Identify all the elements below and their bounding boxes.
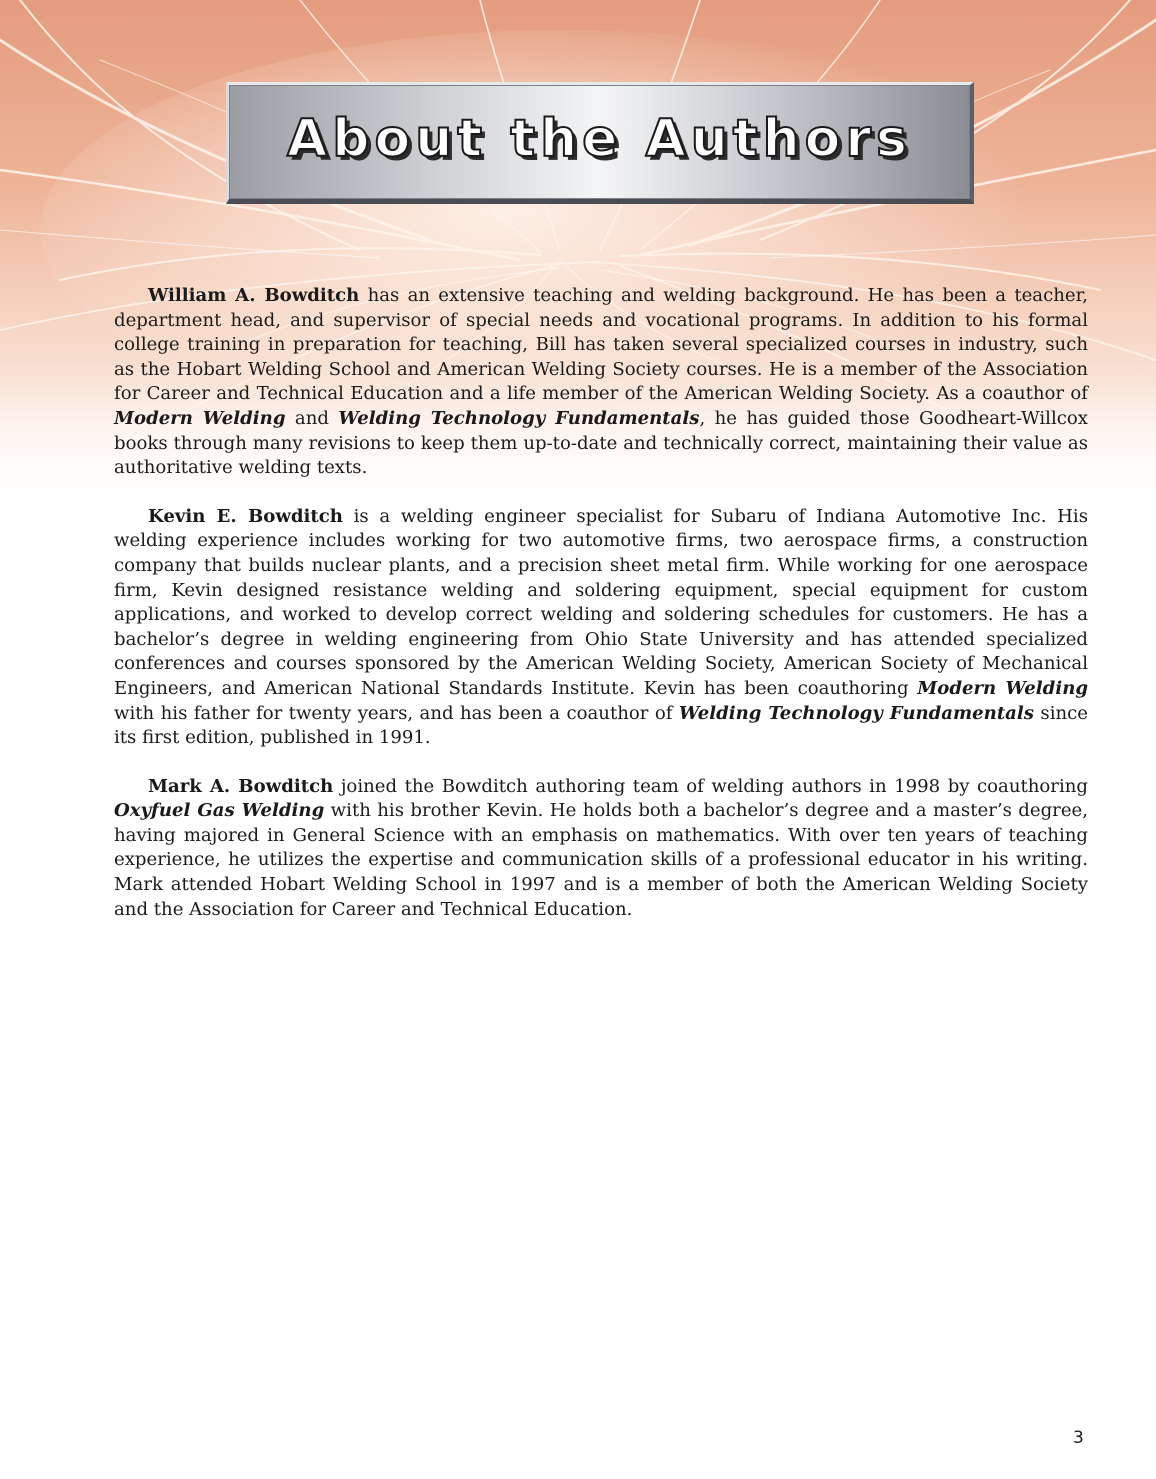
- bio-text: joined the Bowditch authoring team of welding authors in 1998 by coauthoring: [333, 775, 1088, 797]
- book-title: Welding Technology Fundamentals: [338, 407, 700, 429]
- book-title: Welding Technology Fundamentals: [678, 702, 1034, 724]
- book-title: Oxyfuel Gas Welding: [114, 800, 325, 822]
- bio-text: and: [285, 407, 339, 429]
- page-number: 3: [1073, 1428, 1084, 1448]
- bio-text: is a welding engineer specialist for Subaru of Indiana Automotive Inc. His welding experience includes working for two automotive firms, two aerospace firms, a construction company that builds nuclear plants, and a precision sheet metal firm. While working for one aerospace firm, Kevin designed resistance welding and soldering equipment, special equipment for custom applications, and worked to develop correct welding and soldering schedules for customers. He has a bachelor’s degree in welding engineering from Ohio State University and has attended specialized conferences and courses sponsored by the American Welding Society, American Society of Mechanical Engineers, and American National Standards Institute. Kevin has been coauthoring: [114, 505, 1088, 699]
- author-bio-mark: [114, 775, 1088, 923]
- bio-text: since its first edition, published in 1991.: [114, 702, 1088, 749]
- author-name: William A. Bowditch: [148, 285, 360, 306]
- authors-content: [114, 284, 1088, 946]
- book-title: Modern Welding: [114, 407, 286, 429]
- author-bio-william: [114, 284, 1088, 481]
- bio-text: with his father for twenty years, and has been a coauthor of: [114, 702, 679, 724]
- page-title: About the Authors: [287, 109, 912, 169]
- author-bio-kevin: [114, 505, 1088, 751]
- bio-text: with his brother Kevin. He holds both a bachelor’s degree and a master’s degree, having majored in General Science with an emphasis on mathematics. With over ten years of teaching experience, he utilizes the expertise and communication skills of a professional educator in his writing. Mark attended Hobart Welding School in 1997 and is a member of both the American Welding Society and the Association for Career and Technical Education.: [114, 800, 1088, 920]
- bio-text: , he has guided those Goodheart-Willcox books through many revisions to keep them up-to-date and technically correct, maintaining their value as authoritative welding texts.: [114, 407, 1088, 479]
- title-banner: [226, 82, 974, 204]
- author-name: Kevin E. Bowditch: [148, 505, 343, 527]
- bio-text: has an extensive teaching and welding background. He has been a teacher, department head, and supervisor of special needs and vocational programs. In addition to his formal college training in preparation for teaching, Bill has taken several specialized courses in industry, such as the Hobart Welding School and American Welding Society courses. He is a member of the Association for Career and Technical Education and a life member of the American Welding Society. As a coauthor of: [114, 285, 1088, 405]
- author-name: Mark A. Bowditch: [148, 775, 334, 797]
- book-title: Modern Welding: [917, 677, 1089, 699]
